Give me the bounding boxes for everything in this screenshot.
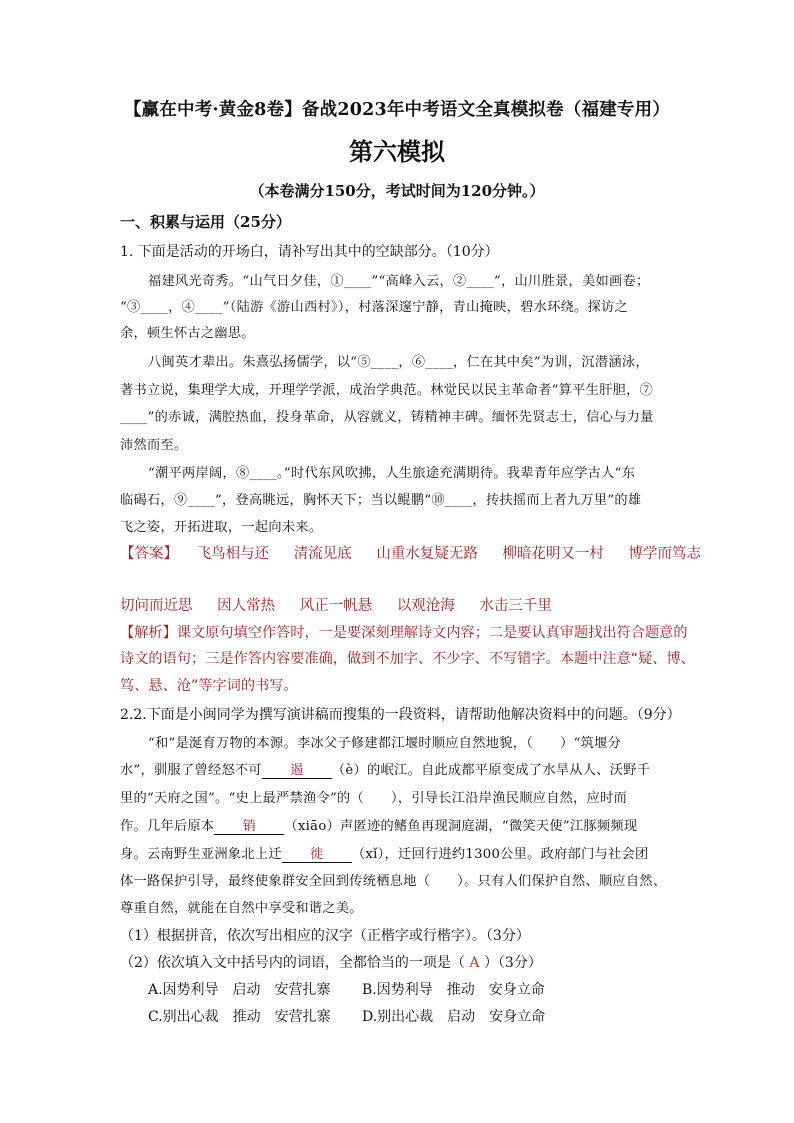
q2-blank: 徙 <box>282 843 352 863</box>
answer-line-2 <box>120 594 572 615</box>
q2-line: 体一路保护引导，最终使象群安全回到传统栖息地（ ）。只有人们保护自然、顺应自然、 <box>120 874 667 889</box>
answer-item: 清流见底 <box>293 546 352 562</box>
q1-line: 八闽英才辈出。朱熹弘扬儒学，以“⑤____，⑥____，仁在其中矣”为训，沉潜涵泳， <box>148 355 649 370</box>
answer-item: 山重水复疑无路 <box>376 546 478 562</box>
q2-blank: 销 <box>214 815 284 835</box>
answer-item: 博学而笃志 <box>628 546 702 562</box>
answer-item: 飞鸟相与还 <box>196 546 270 562</box>
q2-sub2-answer: A <box>469 955 480 971</box>
q1-line: 余，顿生怀古之幽思。 <box>120 326 255 341</box>
answer-item: 因人常热 <box>217 598 276 614</box>
analysis-text: 课文原句填空作答时，一是要深刻理解诗文内容；二是要认真审题找出符合题意的 <box>176 625 688 641</box>
q1-line: 临碣石，⑨____”，登高眺远，胸怀天下；当以鲲鹏“⑩____，抟扶摇而上者九万里”的雄 <box>120 493 642 508</box>
option-b: B.因势利导 推动 安身立命 <box>362 982 545 998</box>
q2-sub2-text: （2）依次填入文中括号内的词语，全都恰当的一项是（ <box>120 955 465 971</box>
q2-line: 里的“天府之国”。“史上最严禁渔令”的（ ），引导长江沿岸渔民顺应自然，应时而 <box>120 791 628 806</box>
q2-text: 身。云南野生亚洲象北上迁 <box>120 847 282 862</box>
exam-note: （本卷满分150分，考试时间为120分钟。） <box>249 182 545 200</box>
q2-line: 尊重自然，就能在自然中享受和谐之美。 <box>120 901 363 916</box>
q2-text: （xiāo）声匿迹的鳍鱼再现洞庭湖，“微笑天使”江豚频频现 <box>284 819 638 834</box>
answer-item: 切问而近思 <box>120 598 193 614</box>
paper-subtitle: 第六模拟 <box>349 137 445 166</box>
answer-item: 以观沧海 <box>396 598 455 614</box>
analysis-line-1 <box>120 622 688 642</box>
q2-sub1: （1）根据拼音，依次写出相应的汉字（正楷字或行楷字）。（3分） <box>120 928 530 944</box>
q2-line <box>120 815 637 835</box>
answer-item: 柳暗花明又一村 <box>502 546 604 562</box>
answer-line-1 <box>120 542 721 563</box>
q2-line <box>120 759 650 779</box>
q2-sub2-text: ）（3分） <box>483 955 542 971</box>
q2-text: 作。几年后原本 <box>120 819 215 834</box>
q1-line: 著书立说，集理学大成，开理学学派，成治学典范。林觉民以民主革命者“算平生肝胆，⑦ <box>120 383 654 398</box>
q2-blank: 遏 <box>262 759 332 779</box>
q2-line <box>120 843 649 863</box>
option-a: A.因势利导 启动 安营扎寨 <box>148 982 331 998</box>
analysis-line-2: 诗文的语句；三是作答内容要准确，做到不加字、不少字、不写错字。本题中注意“疑、博、 <box>120 651 695 667</box>
q2-line: “和”是涎育万物的本源。李冰父子修建都江堰时顺应自然地貌，（ ）“筑堰分 <box>148 736 622 751</box>
option-c: C.别出心裁 推动 安营扎寨 <box>148 1009 331 1025</box>
paper-title: 【赢在中考·黄金8卷】备战2023年中考语文全真模拟卷（福建专用） <box>123 100 671 120</box>
q1-line: 飞之姿，开拓进取，一起向未来。 <box>120 520 323 535</box>
q2-text: 水”，驯服了曾经怒不可 <box>120 763 262 778</box>
option-d: D.别出心裁 启动 安身立命 <box>362 1009 546 1025</box>
q2-text: （xǐ），迁回行进约1300公里。政府部门与社会团 <box>351 847 649 862</box>
answer-label: 【答案】 <box>120 546 178 562</box>
q1-line: “潮平两岸阔，⑧____。”时代东风吹拂，人生旅途充满期待。我辈青年应学古人“东 <box>148 466 636 481</box>
q1-line: “③____，④____”（陆游《游山西村》），村落深邃宁静，青山掩映，碧水环绕。探访之 <box>120 300 629 315</box>
answer-item: 风正一帆悬 <box>299 598 373 614</box>
q1-line: 沛然而至。 <box>120 438 188 453</box>
section-heading: 一、积累与运用（25分） <box>120 213 291 231</box>
question-2-stem: 2.2.下面是小闽同学为撰写演讲稿而搜集的一段资料，请帮助他解决资料中的问题。（9分） <box>120 707 681 723</box>
question-1-stem: 1. 下面是活动的开场白，请补写出其中的空缺部分。（10分） <box>120 244 499 260</box>
q2-sub2 <box>120 952 542 972</box>
q1-line: ____”的赤诚，满腔热血，投身革命，从容就义，铸精神丰碑。缅怀先贤志士，信心与力量 <box>120 410 654 425</box>
analysis-label: 【解析】 <box>120 625 177 641</box>
q2-text: （è）的岷江。自此成都平原变成了水旱从人、沃野千 <box>331 763 651 778</box>
answer-item: 水击三千里 <box>479 598 552 614</box>
q1-line: 福建风光奇秀。“山气日夕佳，①____”“高峰入云，②____”，山川胜景，美如画卷； <box>148 274 650 289</box>
analysis-line-3: 笃、悬、沧”等字词的书写。 <box>120 678 298 694</box>
